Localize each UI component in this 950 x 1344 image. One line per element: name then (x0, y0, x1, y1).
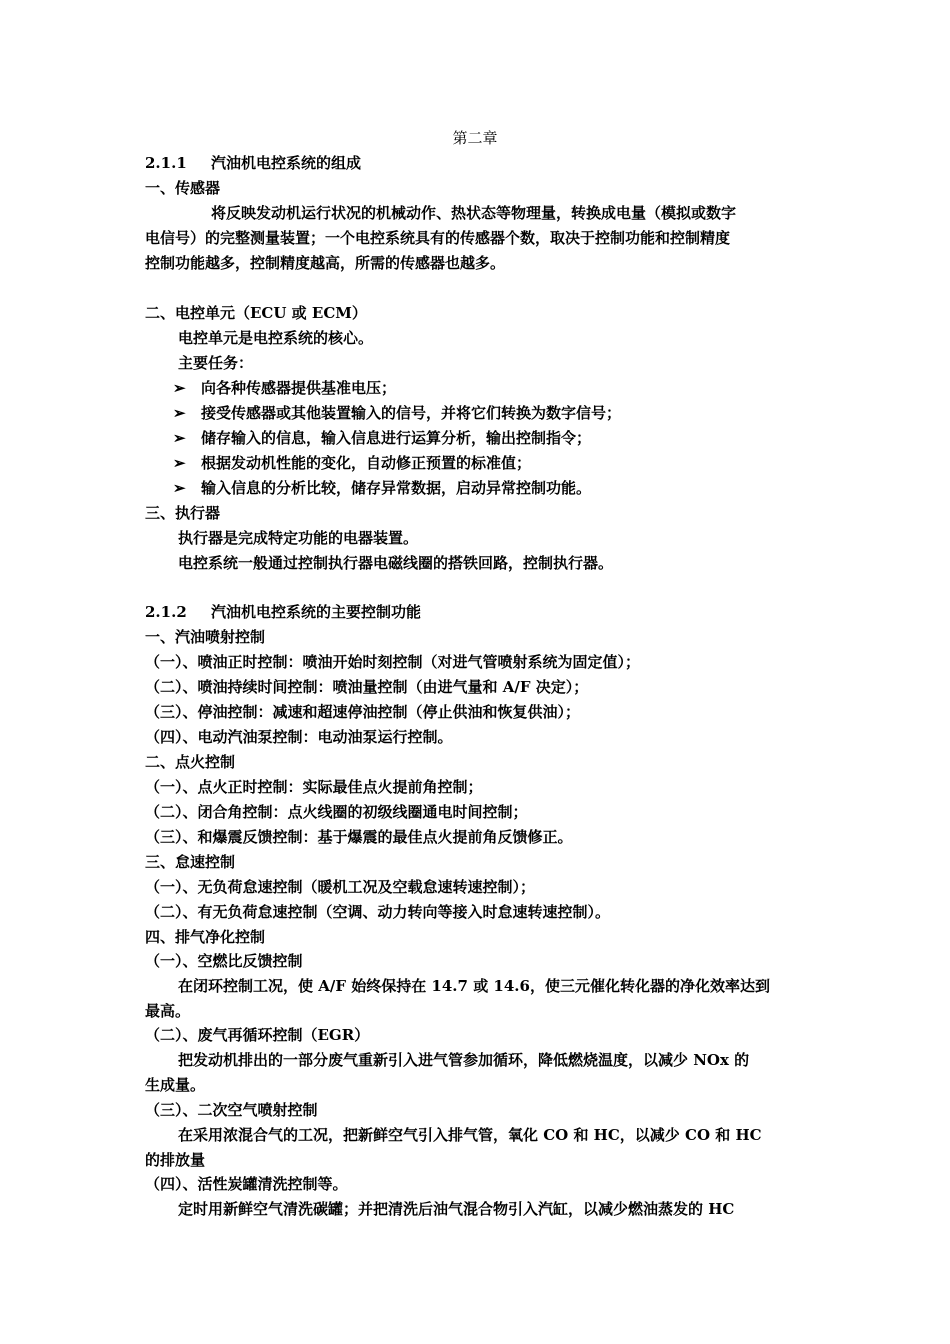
paragraph-line: 的排放量 (145, 1151, 206, 1169)
list-item: （三）、和爆震反馈控制：基于爆震的最佳点火提前角反馈修正。 (145, 828, 573, 846)
subsection-title: （四）、活性炭罐清洗控制等。 (145, 1175, 348, 1193)
ignition-heading: 二、点火控制 (145, 753, 236, 771)
list-item: （二）、喷油持续时间控制：喷油量控制（由进气量和 A/F 决定）； (145, 678, 589, 696)
ecu-heading: 二、电控单元（ECU 或 ECM） (145, 304, 367, 322)
sensor-heading: 一、传感器 (145, 179, 221, 197)
paragraph-line: 最高。 (145, 1002, 191, 1020)
arrow-bullet-icon: ➢ (173, 454, 186, 472)
section-number: 2.1.1 (145, 154, 187, 172)
paragraph-line: 在闭环控制工况，使 A/F 始终保持在 14.7 或 14.6，使三元催化转化器的净化效率达到 (178, 977, 770, 995)
sensor-paragraph-line: 电信号）的完整测量装置；一个电控系统具有的传感器个数，取决于控制功能和控制精度 (145, 229, 731, 247)
list-item: ➢ 根据发动机性能的变化，自动修正预置的标准值； (173, 454, 532, 472)
list-item: （一）、喷油正时控制：喷油开始时刻控制（对进气管喷射系统为固定值）； (145, 653, 641, 671)
list-item: ➢ 向各种传感器提供基准电压； (173, 379, 397, 397)
emission-heading: 四、排气净化控制 (145, 928, 266, 946)
subsection-title: （三）、二次空气喷射控制 (145, 1101, 318, 1119)
ecu-core-text: 电控单元是电控系统的核心。 (178, 329, 374, 347)
ecu-tasks-label: 主要任务： (178, 354, 254, 372)
list-item: （一）、无负荷怠速控制（暖机工况及空载怠速转速控制）； (145, 878, 536, 896)
list-item: （四）、电动汽油泵控制：电动油泵运行控制。 (145, 728, 453, 746)
arrow-bullet-icon: ➢ (173, 404, 186, 422)
list-item: （三）、停油控制：减速和超速停油控制（停止供油和恢复供油）； (145, 703, 581, 721)
actuator-text: 执行器是完成特定功能的电器装置。 (178, 529, 419, 547)
list-item: （二）、闭合角控制：点火线圈的初级线圈通电时间控制； (145, 803, 528, 821)
actuator-text: 电控系统一般通过控制执行器电磁线圈的搭铁回路，控制执行器。 (178, 554, 614, 572)
injection-heading: 一、汽油喷射控制 (145, 628, 266, 646)
sensor-paragraph-line: 将反映发动机运行状况的机械动作、热状态等物理量，转换成电量（模拟或数字 (211, 204, 737, 222)
list-item: ➢ 输入信息的分析比较，储存异常数据，启动异常控制功能。 (173, 479, 592, 497)
list-item: （二）、有无负荷怠速控制（空调、动力转向等接入时怠速转速控制）。 (145, 903, 611, 921)
section-2-1-1-heading (145, 153, 361, 173)
section-number: 2.1.2 (145, 603, 187, 621)
section-title: 汽油机电控系统的主要控制功能 (211, 603, 422, 621)
arrow-bullet-icon: ➢ (173, 429, 186, 447)
actuator-heading: 三、执行器 (145, 504, 221, 522)
section-title: 汽油机电控系统的组成 (211, 154, 362, 172)
idle-heading: 三、怠速控制 (145, 853, 236, 871)
paragraph-line: 在采用浓混合气的工况，把新鲜空气引入排气管，氧化 CO 和 HC，以减少 CO 和 HC (178, 1126, 762, 1144)
section-2-1-2-heading (145, 602, 421, 622)
chapter-title: 第二章 (452, 129, 498, 147)
subsection-title: （一）、空燃比反馈控制 (145, 952, 303, 970)
paragraph-line: 定时用新鲜空气清洗碳罐；并把清洗后油气混合物引入汽缸，以减少燃油蒸发的 HC (178, 1200, 735, 1218)
arrow-bullet-icon: ➢ (173, 479, 186, 497)
list-item: ➢ 接受传感器或其他装置输入的信号，并将它们转换为数字信号； (173, 404, 622, 422)
paragraph-line: 把发动机排出的一部分废气重新引入进气管参加循环，降低燃烧温度，以减少 NOx 的 (178, 1051, 750, 1069)
sensor-paragraph-line: 控制功能越多，控制精度越高，所需的传感器也越多。 (145, 254, 506, 272)
list-item: ➢ 储存输入的信息，输入信息进行运算分析，输出控制指令； (173, 429, 592, 447)
list-item: （一）、点火正时控制：实际最佳点火提前角控制； (145, 778, 483, 796)
paragraph-line: 生成量。 (145, 1076, 206, 1094)
arrow-bullet-icon: ➢ (173, 379, 186, 397)
subsection-title: （二）、废气再循环控制（EGR） (145, 1026, 370, 1044)
